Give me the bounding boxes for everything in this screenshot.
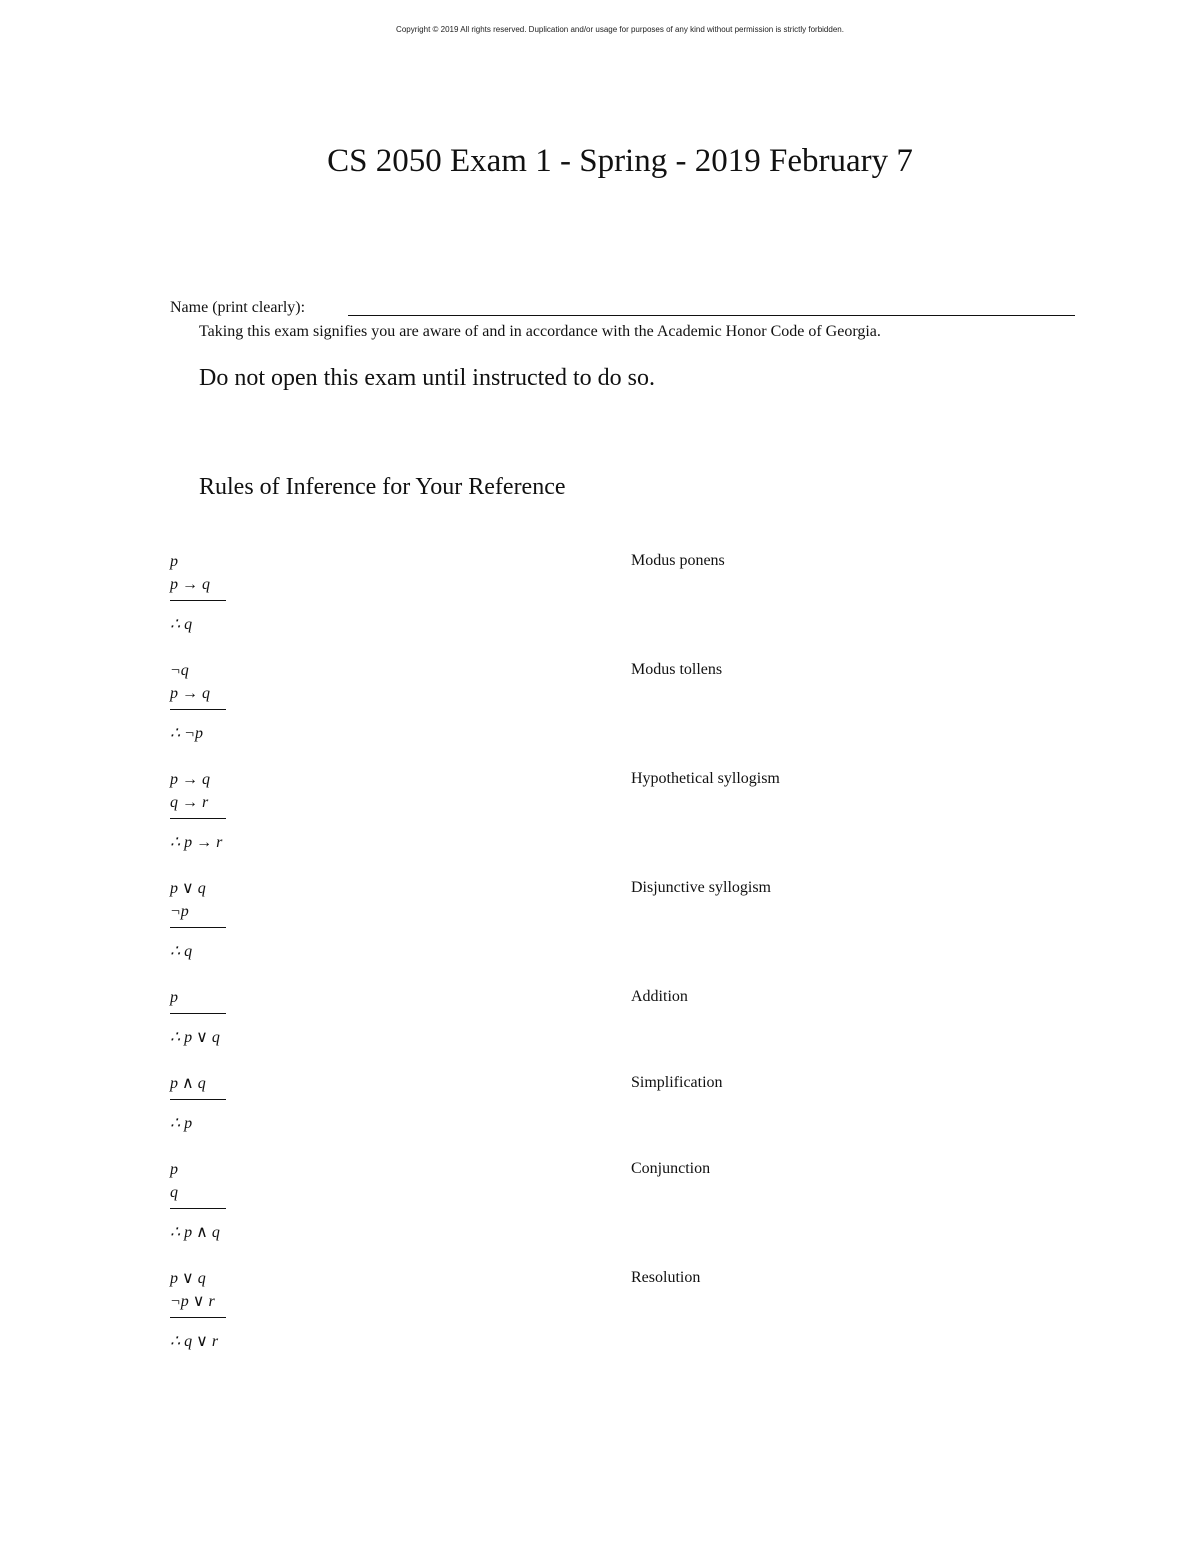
premise: p ∨ q xyxy=(170,1270,206,1287)
honor-statement: Taking this exam signifies you are aware of and in accordance with the Academic Honor Code of Georgia. xyxy=(199,323,881,340)
conclusion: ∴ q xyxy=(170,616,193,633)
rule-modus-tollens xyxy=(170,659,1070,768)
conclusion: ∴ p ∨ q xyxy=(170,1029,220,1046)
premise: p → q xyxy=(170,771,210,788)
rules-list xyxy=(170,550,1070,1353)
rule-addition xyxy=(170,986,1070,1072)
inference-bar xyxy=(170,600,226,601)
premise: p xyxy=(170,553,178,570)
conclusion: ∴ ¬p xyxy=(170,725,203,742)
rule-name: Hypothetical syllogism xyxy=(631,770,780,787)
rule-name: Modus ponens xyxy=(631,552,725,569)
page-title: CS 2050 Exam 1 - Spring - 2019 February 7 xyxy=(327,143,913,179)
rule-name: Addition xyxy=(631,988,688,1005)
inference-bar xyxy=(170,1099,226,1100)
conclusion: ∴ p ∧ q xyxy=(170,1224,220,1241)
copyright-notice: Copyright © 2019 All rights reserved. Duplication and/or usage for purposes of any kind without permission is strictly forbidden. xyxy=(396,25,844,34)
rule-hypothetical-syllogism xyxy=(170,768,1070,877)
premise: ¬p ∨ r xyxy=(170,1293,215,1310)
premise: p ∧ q xyxy=(170,1075,206,1092)
inference-bar xyxy=(170,927,226,928)
rule-name: Modus tollens xyxy=(631,661,723,678)
exam-warning: Do not open this exam until instructed to do so. xyxy=(199,365,655,391)
rule-simplification xyxy=(170,1072,1070,1158)
conclusion: ∴ p xyxy=(170,1115,193,1132)
rule-disjunctive-syllogism xyxy=(170,877,1070,986)
premise: q → r xyxy=(170,794,209,811)
conclusion: ∴ q xyxy=(170,943,193,960)
rule-name: Simplification xyxy=(631,1074,723,1091)
inference-bar xyxy=(170,1208,226,1209)
premise: p xyxy=(170,989,178,1006)
rule-name: Conjunction xyxy=(631,1160,711,1177)
name-label: Name (print clearly): xyxy=(170,299,306,316)
inference-bar xyxy=(170,1317,226,1318)
rule-modus-ponens xyxy=(170,550,1070,659)
premise: p → q xyxy=(170,576,210,593)
rules-heading: Rules of Inference for Your Reference xyxy=(199,474,566,500)
name-write-line xyxy=(348,315,1075,316)
inference-bar xyxy=(170,709,226,710)
rule-resolution xyxy=(170,1267,1070,1353)
rule-name: Disjunctive syllogism xyxy=(631,879,771,896)
inference-bar xyxy=(170,818,226,819)
premise: ¬p xyxy=(170,903,189,920)
premise: q xyxy=(170,1184,178,1201)
conclusion: ∴ p → r xyxy=(170,834,223,851)
rule-conjunction xyxy=(170,1158,1070,1267)
premise: ¬q xyxy=(170,662,189,679)
conclusion: ∴ q ∨ r xyxy=(170,1333,219,1350)
name-field-row xyxy=(170,299,1075,321)
rule-name: Resolution xyxy=(631,1269,701,1286)
premise: p xyxy=(170,1161,178,1178)
premise: p ∨ q xyxy=(170,880,206,897)
premise: p → q xyxy=(170,685,210,702)
inference-bar xyxy=(170,1013,226,1014)
